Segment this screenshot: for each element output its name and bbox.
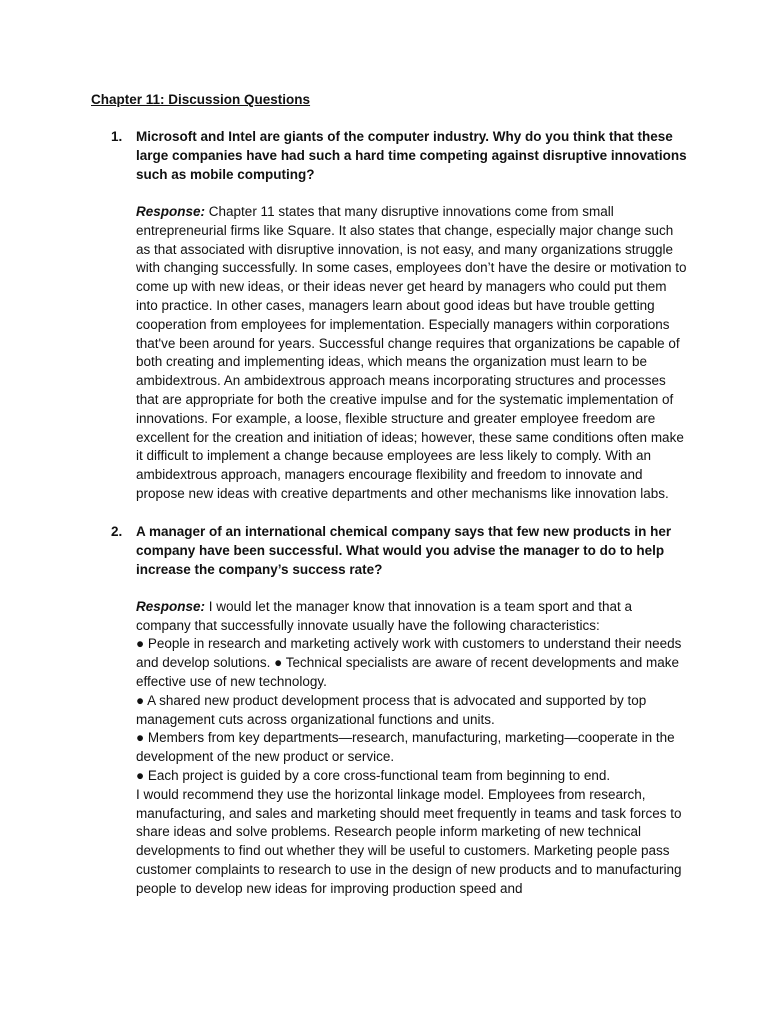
- response-paragraph: [136, 203, 688, 504]
- question-text: A manager of an international chemical company says that few new products in her company have been successful. What would you advise the manager to do to help increase the company’s success rate?: [136, 523, 672, 577]
- question-1: [91, 127, 688, 504]
- response-item: ● Members from key departments—research, manufacturing, marketing—cooperate in the development of the new product or service.: [136, 730, 675, 765]
- question-text: Microsoft and Intel are giants of the computer industry. Why do you think that these large companies have had such a hard time competing against disruptive innovations such as mobile computing?: [136, 129, 687, 182]
- response-item: ● A shared new product development process that is advocated and supported by top management cuts across organizational functions and units.: [136, 692, 647, 727]
- response-text: Chapter 11 states that many disruptive innovations come from small entrepreneurial firms like Square. It also states that change, especially major change such as that associated with disruptive innovation, is not easy, and many organizations struggle with changing successfully. In some cases, employees don’t have the desire or motivation to come up with new ideas, or their ideas never get heard by managers who could put them into practice. In other cases, managers learn about good ideas but have trouble getting cooperation from employees for implementation. Especially managers within corporations that've been around for years. Successful change requires that organizations be capable of both creating and implementing ideas, which means the organization must learn to be ambidextrous. An ambidextrous approach means incorporating structures and processes that are appropriate for both the creative impulse and for the systematic implementation of innovations. For example, a loose, flexible structure and greater employee freedom are excellent for the creation and initiation of ideas; however, these same conditions often make it difficult to implement a change because employees are less likely to comply. With an ambidextrous approach, managers encourage flexibility and freedom to innovate and propose new ideas with creative departments and other mechanisms like innovation labs.: [136, 204, 687, 501]
- chapter-title: Chapter 11: Discussion Questions: [91, 92, 311, 107]
- question-number: 2.: [111, 523, 123, 539]
- response-item: I would recommend they use the horizontal linkage model. Employees from research, manufacturing, and sales and marketing should meet frequently in teams and task forces to share ideas and solve problems. Research people inform marketing of new technical developments to find out whether they will be useful to customers. Marketing people pass customer complaints to research to use in the design of new products and to manufacturing people to develop new ideas for improving production speed and: [136, 786, 682, 896]
- response-label: Response:: [136, 598, 206, 614]
- response-label: Response:: [136, 204, 206, 219]
- response-item: ● Each project is guided by a core cross-functional team from beginning to end.: [136, 767, 611, 783]
- response-intro: I would let the manager know that innovation is a team sport and that a company that successfully innovate usually have the following characteristics:: [136, 598, 633, 633]
- response-intro-line: [136, 598, 688, 636]
- question-2: [91, 522, 688, 899]
- response-item: ● People in research and marketing actively work with customers to understand their needs and develop solutions. ● Technical specialists are aware of recent developments and make effective use of new technology.: [136, 636, 682, 689]
- response-paragraph: [136, 598, 688, 899]
- question-number: 1.: [111, 129, 123, 144]
